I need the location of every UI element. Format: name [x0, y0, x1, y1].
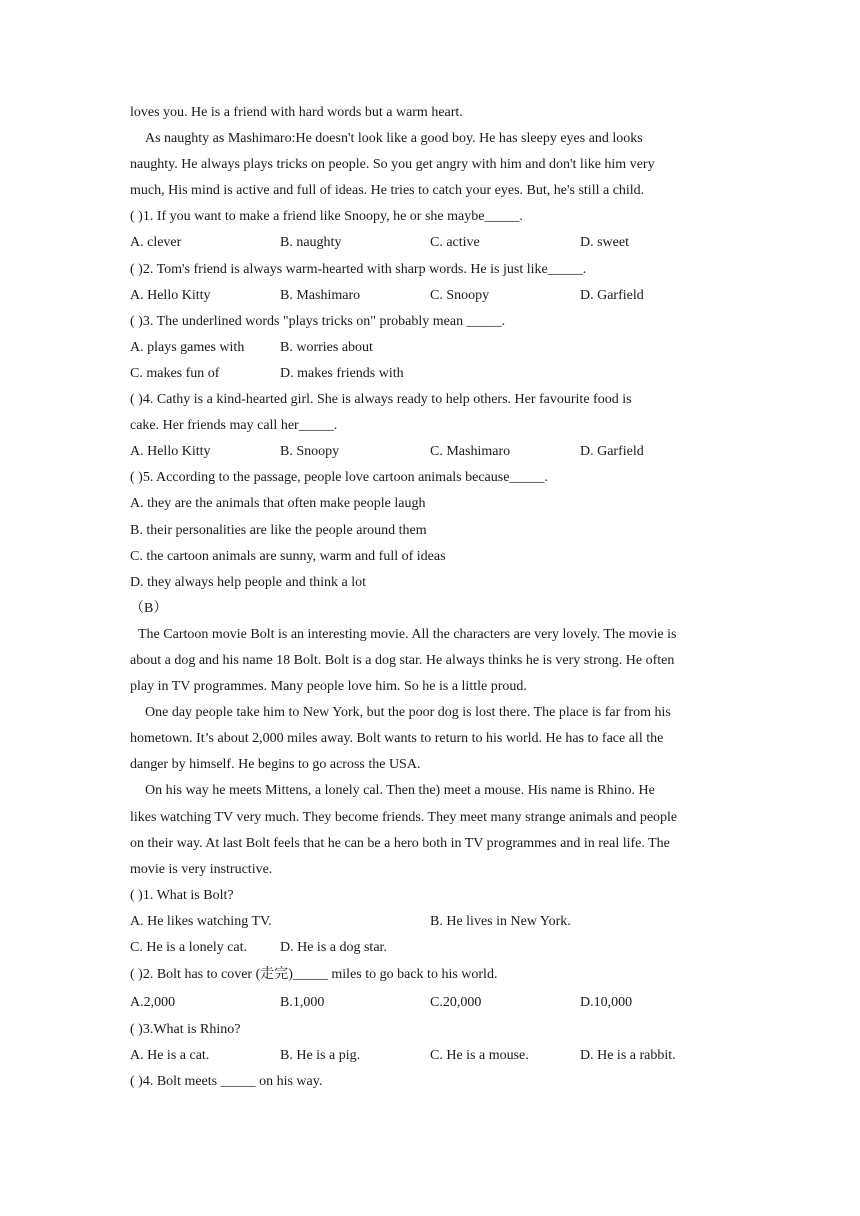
options-row [130, 909, 730, 935]
option-c: C. He is a lonely cat. [130, 940, 248, 955]
options-row [130, 935, 730, 961]
option-d: D. sweet [580, 235, 629, 251]
passage-a-line: As naughty as Mashimaro:He doesn't look like a good boy. He has sleepy eyes and looks [145, 131, 643, 147]
question-stem: ( )4. Cathy is a kind-hearted girl. She is always ready to help others. Her favourite food is [130, 392, 632, 408]
option-d: D. He is a rabbit. [580, 1048, 676, 1064]
options-row [130, 989, 730, 1017]
option-a: A. He likes watching TV. [130, 913, 272, 929]
option-c: C. the cartoon animals are sunny, warm and full of ideas [130, 548, 446, 564]
question-stem: ( )1. What is Bolt? [130, 887, 234, 903]
passage-b-line: danger by himself. He begins to go across the USA. [130, 757, 421, 773]
question-stem: ( )1. If you want to make a friend like Snoopy, he or she maybe_____. [130, 209, 523, 225]
option-c: C. Mashimaro [430, 444, 511, 460]
question-stem: ( )2. Bolt has to cover (走完)_____ miles to go back to his world. [130, 967, 498, 983]
section-b-label: （B） [130, 600, 168, 616]
options-row [130, 361, 730, 387]
option-a: A. clever [130, 235, 182, 251]
question-stem: ( )3. The underlined words "plays tricks on" probably mean _____. [130, 313, 506, 329]
passage-b-line: The Cartoon movie Bolt is an interesting movie. All the characters are very lovely. The movie is [138, 626, 677, 642]
option-b: B. He lives in New York. [430, 913, 571, 929]
option-b: B. He is a pig. [280, 1048, 361, 1064]
passage-a-line: naughty. He always plays tricks on people. So you get angry with him and don't like him very [130, 157, 655, 173]
passage-b-line: play in TV programmes. Many people love him. So he is a little proud. [130, 679, 527, 695]
option-c: C. makes fun of [130, 365, 220, 381]
worksheet-page [130, 100, 730, 1095]
option-d: D. makes friends with [280, 365, 404, 381]
option-d: D. Garfield [580, 444, 644, 460]
question-stem-continued: cake. Her friends may call her_____. [130, 418, 338, 434]
option-d: D.10,000 [580, 995, 633, 1011]
option-c: C. active [430, 235, 480, 251]
passage-a-line: loves you. He is a friend with hard words but a warm heart. [130, 105, 463, 120]
options-row [130, 230, 730, 256]
option-c: C. He is a mouse. [430, 1048, 529, 1064]
option-b: B. naughty [280, 235, 342, 251]
option-a: A.2,000 [130, 995, 176, 1011]
option-b: B.1,000 [280, 995, 325, 1011]
passage-b-line: likes watching TV very much. They become friends. They meet many strange animals and people [130, 809, 678, 825]
option-c: C. Snoopy [430, 287, 490, 303]
option-a: A. plays games with [130, 339, 245, 355]
question-stem: ( )2. Tom's friend is always warm-hearted with sharp words. He is just like_____. [130, 261, 587, 277]
option-b: B. Snoopy [280, 444, 340, 460]
option-a: A. Hello Kitty [130, 444, 211, 460]
option-a: A. Hello Kitty [130, 287, 211, 303]
passage-b-line: On his way he meets Mittens, a lonely cal. Then the) meet a mouse. His name is Rhino. He [145, 783, 655, 799]
options-row [130, 283, 730, 309]
passage-b-line: hometown. It’s about 2,000 miles away. Bolt wants to return to his world. He has to face all the [130, 731, 664, 747]
option-a: A. He is a cat. [130, 1048, 210, 1064]
option-a: A. they are the animals that often make people laugh [130, 496, 426, 512]
question-stem: ( )5. According to the passage, people love cartoon animals because_____. [130, 470, 548, 486]
option-b: B. their personalities are like the people around them [130, 522, 427, 538]
question-stem: ( )3.What is Rhino? [130, 1022, 241, 1038]
passage-b-line: on their way. At last Bolt feels that he can be a hero both in TV programmes and in real life. The [130, 835, 670, 851]
options-row [130, 439, 730, 465]
option-b: B. Mashimaro [280, 287, 361, 303]
passage-b-line: about a dog and his name 18 Bolt. Bolt is a dog star. He always thinks he is very strong. He often [130, 652, 675, 668]
passage-b-line: One day people take him to New York, but the poor dog is lost there. The place is far from his [145, 705, 671, 721]
passage-b-line: movie is very instructive. [130, 861, 273, 877]
question-stem: ( )4. Bolt meets _____ on his way. [130, 1074, 323, 1090]
option-d: D. He is a dog star. [280, 940, 387, 955]
option-d: D. Garfield [580, 287, 644, 303]
options-row [130, 1043, 730, 1069]
options-row [130, 335, 730, 361]
option-c: C.20,000 [430, 995, 482, 1011]
option-d: D. they always help people and think a lot [130, 574, 366, 590]
passage-a-line: much, His mind is active and full of ideas. He tries to catch your eyes. But, he's still a child. [130, 183, 645, 199]
option-b: B. worries about [280, 339, 373, 355]
